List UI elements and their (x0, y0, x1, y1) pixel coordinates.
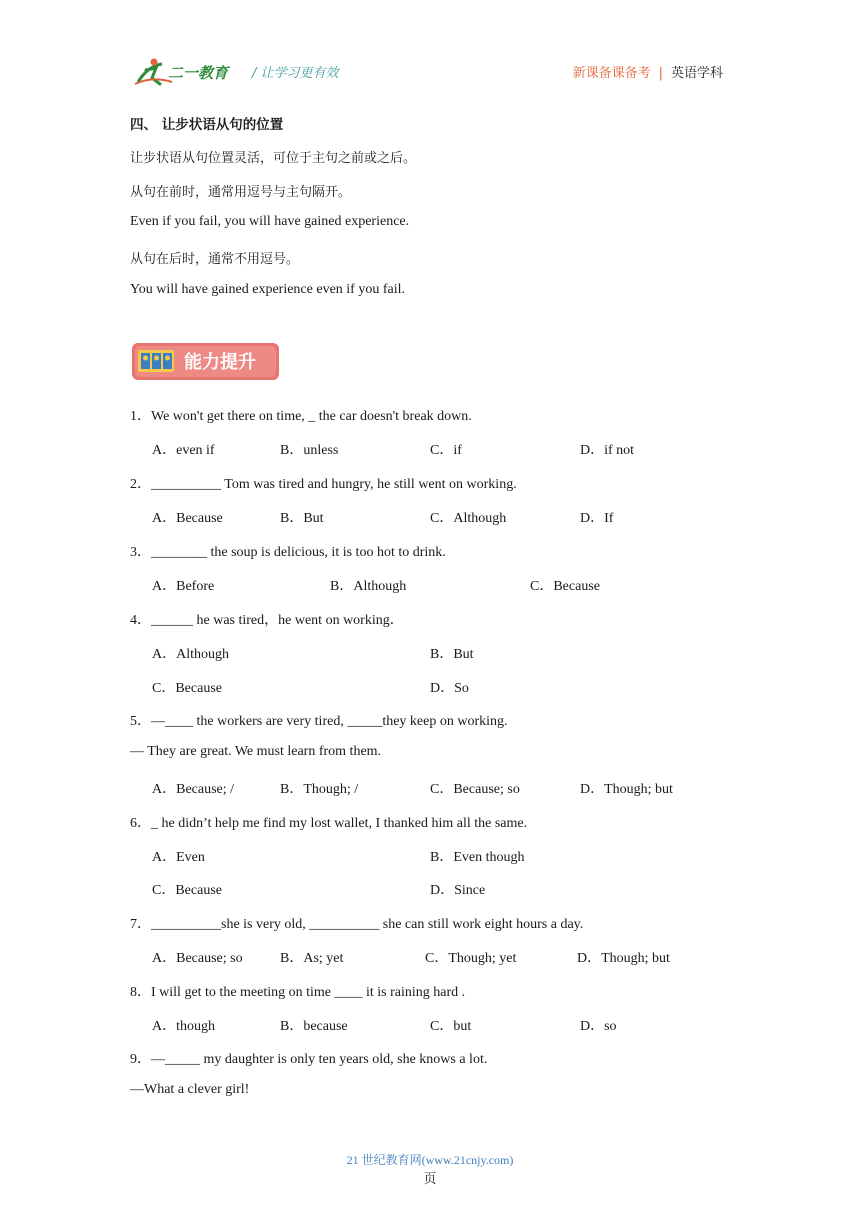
header-subject (573, 62, 723, 81)
option: B．Although (330, 579, 407, 594)
option: C．Although (430, 511, 507, 526)
option: C．Because (530, 579, 600, 594)
question-stem: 3．________ the soup is delicious, it is too hot to drink. (130, 545, 446, 560)
option: B．unless (280, 443, 339, 458)
option: C．Because (152, 681, 222, 696)
section-line: Even if you fail, you will have gained experience. (130, 214, 410, 229)
option: B．But (430, 647, 474, 662)
option: A．Because; so (152, 951, 243, 966)
page-header (0, 52, 860, 92)
question-stem: 5．—____ the workers are very tired, _____they keep on working. (130, 714, 508, 729)
option: A．though (152, 1019, 215, 1034)
option: D．so (580, 1019, 617, 1034)
question-reply: — They are great. We must learn from them. (130, 744, 382, 759)
option: C．Though; yet (425, 951, 517, 966)
section-line: 从句在后时，通常不用逗号。 (130, 252, 300, 267)
option: D．Though; but (577, 951, 670, 966)
header-tagline: 新课备课备考 (572, 66, 651, 81)
option: C．Because; so (430, 782, 520, 797)
option: B．because (280, 1019, 348, 1034)
option: B．Though; / (280, 782, 359, 797)
slogan: / 让学习更有效 (252, 66, 339, 81)
option: D．So (430, 681, 469, 696)
header-subject-label: 英语学科 (670, 66, 723, 81)
question-stem: 8．I will get to the meeting on time ____ it is raining hard . (130, 985, 466, 1000)
option: C．Because (152, 883, 222, 898)
question-stem: 9．—_____ my daughter is only ten years old, she knows a lot. (130, 1052, 488, 1067)
question-stem: 4．______ he was tired，he went on working． (130, 613, 404, 628)
footer-site-link[interactable]: 21 世纪教育网(www.21cnjy.com) (346, 1153, 514, 1167)
option: A．Although (152, 647, 229, 662)
option: B．As; yet (280, 951, 344, 966)
option: A．Because; / (152, 782, 235, 797)
option: D．if not (580, 443, 635, 458)
option: C．if (430, 443, 462, 458)
question-stem: 2．__________ Tom was tired and hungry, he still went on working. (130, 477, 517, 492)
option: A．Even (152, 850, 205, 865)
option: A．Because (152, 511, 223, 526)
question-reply: —What a clever girl! (130, 1082, 250, 1097)
section-line: 从句在前时，通常用逗号与主句隔开。 (130, 185, 352, 200)
logo (132, 56, 244, 88)
option: B．But (280, 511, 324, 526)
banner-label: 能力提升 (184, 352, 256, 373)
option: D．Though; but (580, 782, 673, 797)
question-stem: 6．_ he didn’t help me find my lost wallet, I thanked him all the same. (130, 816, 528, 831)
option: D．Since (430, 883, 486, 898)
section-line: 让步状语从句位置灵活，可位于主句之前或之后。 (130, 151, 417, 166)
question-stem: 7．__________she is very old, __________ she can still work eight hours a day. (130, 917, 584, 932)
section-heading: 四、 让步状语从句的位置 (130, 117, 284, 133)
question-stem: 1．We won't get there on time, _ the car doesn't break down. (130, 409, 472, 424)
ability-banner (132, 343, 279, 380)
option: B．Even though (430, 850, 525, 865)
header-separator: | (658, 66, 663, 81)
option: D．If (580, 511, 614, 526)
footer-page: 页 (423, 1171, 437, 1186)
option: A．Before (152, 579, 215, 594)
logo-text: 二一教育 (168, 64, 229, 82)
section-line: You will have gained experience even if you fail. (130, 282, 405, 297)
option: A．even if (152, 443, 215, 458)
option: C．but (430, 1019, 472, 1034)
